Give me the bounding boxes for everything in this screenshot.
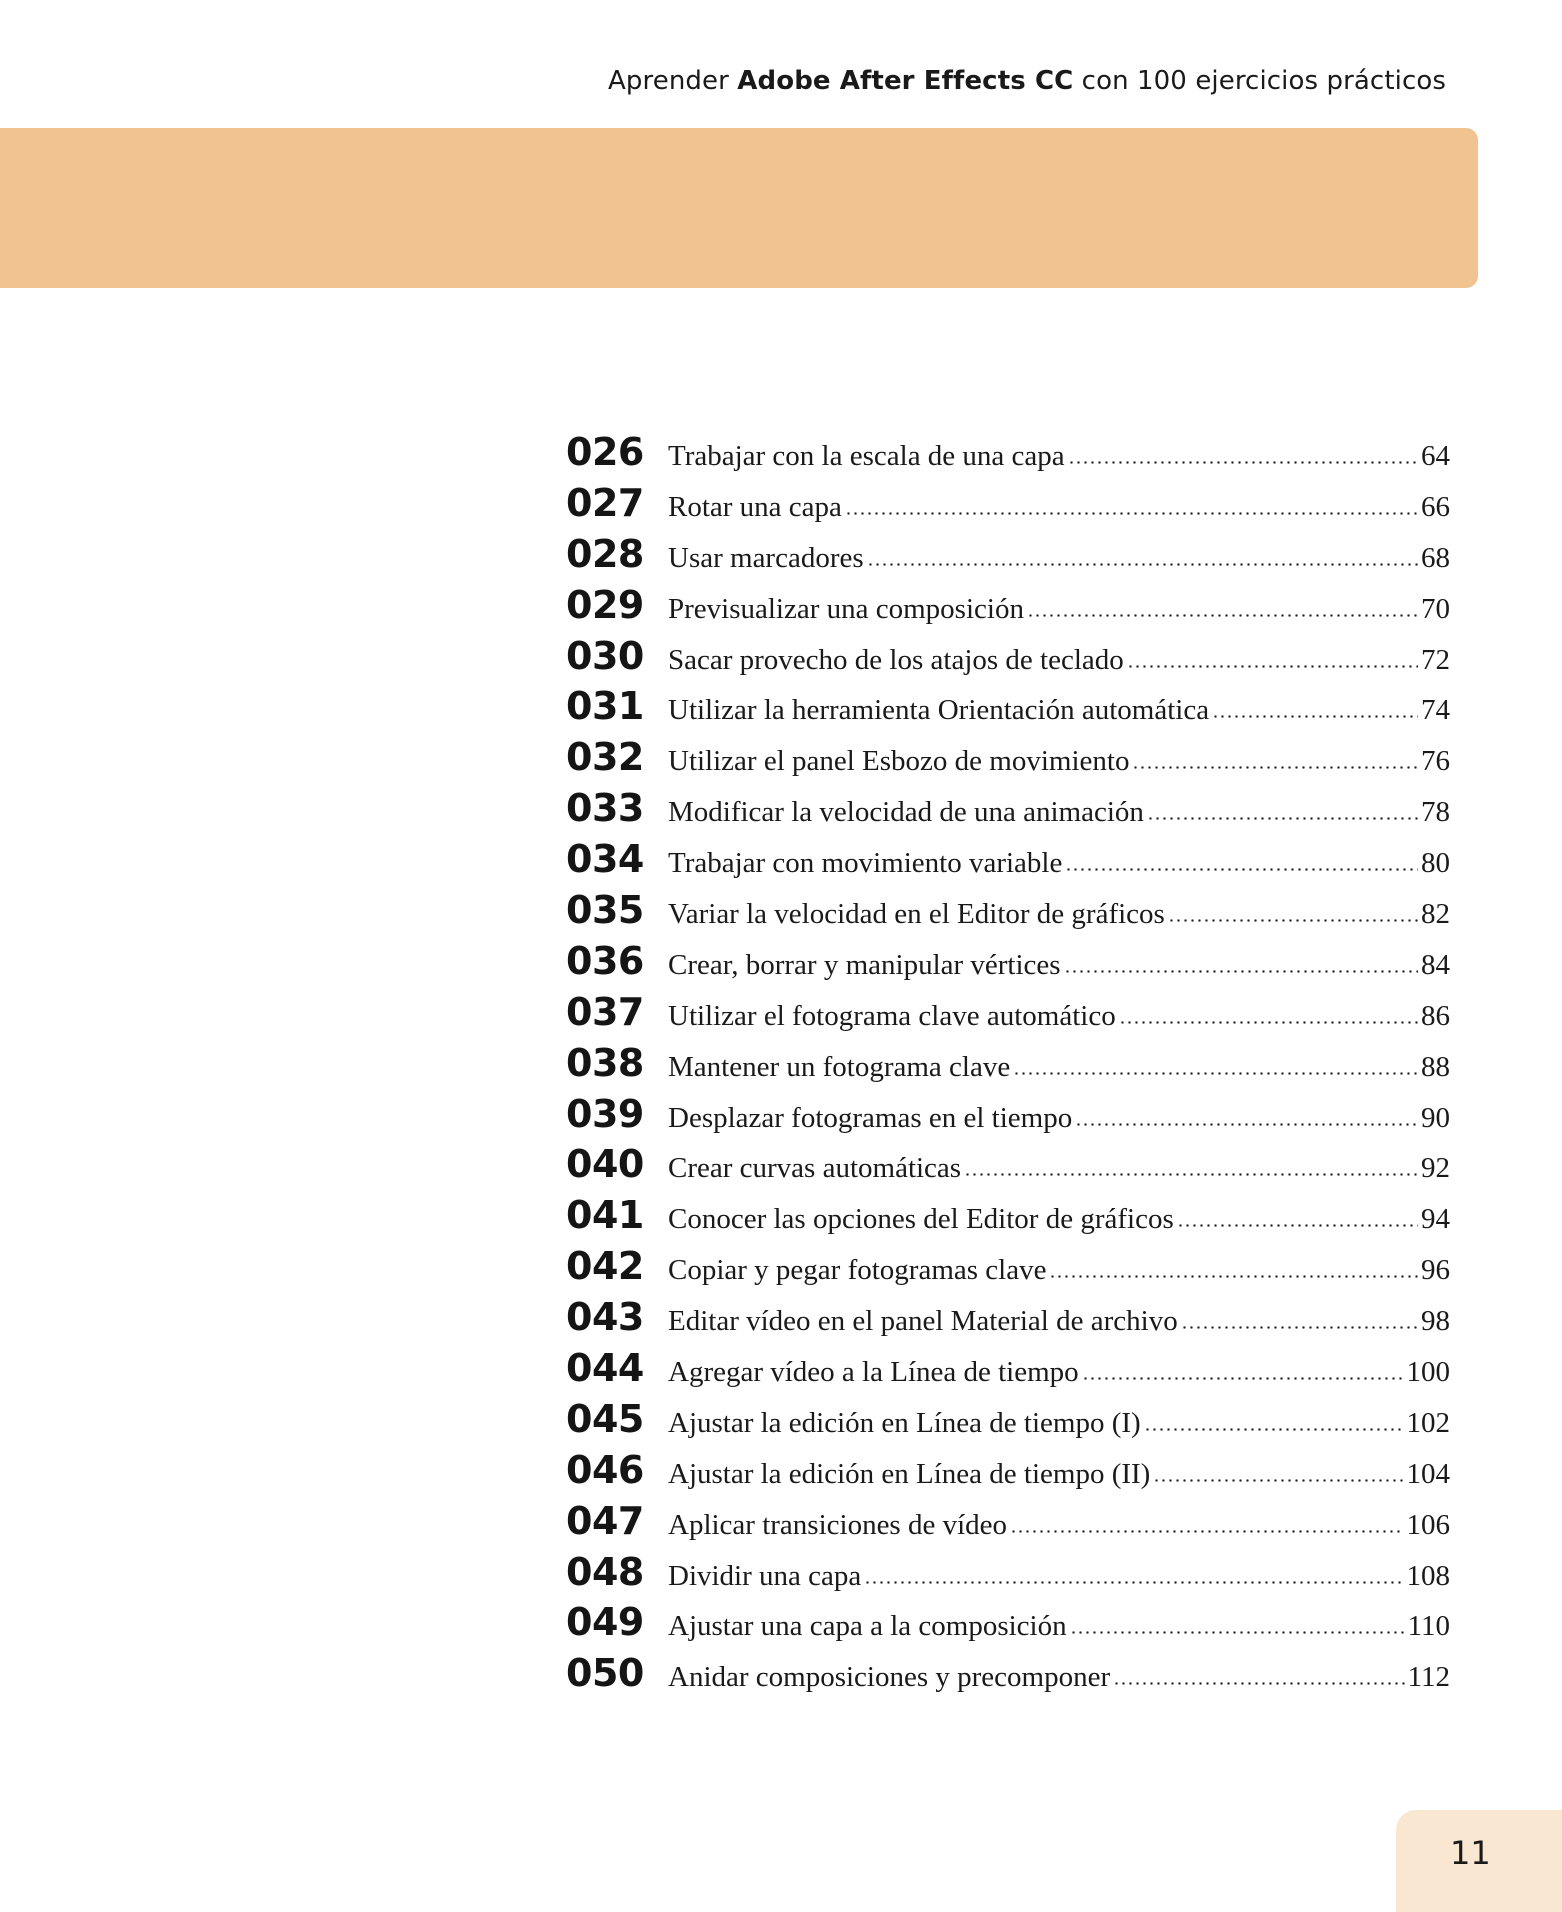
toc-entry-page: 70 [1421, 592, 1450, 625]
toc-entry [566, 1193, 1450, 1244]
toc-entry-title: Modificar la velocidad de una animación [668, 796, 1144, 829]
toc-entry-number: 044 [566, 1346, 644, 1391]
toc-entry-page: 106 [1406, 1508, 1450, 1541]
toc-entry-page: 100 [1406, 1356, 1450, 1389]
toc-dot-leader [1013, 1072, 1418, 1075]
toc-dot-leader [1177, 1224, 1418, 1227]
toc-entry [566, 1448, 1450, 1499]
toc-entry-number: 033 [566, 786, 644, 831]
toc-entry-title: Crear curvas automáticas [668, 1152, 962, 1185]
toc-entry-page: 74 [1421, 694, 1450, 727]
toc-dot-leader [1119, 1021, 1418, 1024]
toc-entry-page: 108 [1406, 1559, 1450, 1592]
toc-entry-title: Ajustar la edición en Línea de tiempo (II) [668, 1457, 1151, 1490]
header-banner [0, 128, 1478, 288]
toc-entry-title: Sacar provecho de los atajos de teclado [668, 643, 1124, 676]
toc-entry-page: 86 [1421, 999, 1450, 1032]
toc-entry [566, 1499, 1450, 1550]
toc-entry-page: 102 [1406, 1406, 1450, 1439]
toc-entry-number: 032 [566, 735, 644, 780]
toc-entry [566, 583, 1450, 634]
toc-entry [566, 1041, 1450, 1092]
toc-entry-title: Trabajar con la escala de una capa [668, 440, 1065, 472]
toc-entry-page: 64 [1421, 440, 1450, 472]
toc-entry-title: Anidar composiciones y precomponer [668, 1661, 1111, 1694]
toc-entry-page: 92 [1421, 1152, 1450, 1185]
toc-entry-page: 88 [1421, 1050, 1450, 1083]
toc-entry-number: 041 [566, 1193, 644, 1238]
toc-dot-leader [1070, 1631, 1405, 1634]
toc-entry-title: Utilizar el fotograma clave automático [668, 999, 1116, 1032]
toc-entry-title: Editar vídeo en el panel Material de archivo [668, 1305, 1178, 1338]
toc-entry [566, 1295, 1450, 1346]
toc-dot-leader [867, 563, 1418, 566]
running-header-suffix: con 100 ejercicios prácticos [1073, 66, 1446, 96]
toc-entry [566, 1244, 1450, 1295]
toc-dot-leader [1132, 766, 1418, 769]
toc-dot-leader [1065, 868, 1418, 871]
toc-entry [566, 786, 1450, 837]
toc-entry-title: Utilizar el panel Esbozo de movimiento [668, 745, 1130, 778]
toc-dot-leader [1127, 665, 1418, 668]
toc-dot-leader [1082, 1377, 1404, 1380]
toc-entry-number: 049 [566, 1600, 644, 1645]
page-number: 11 [1450, 1834, 1491, 1872]
toc-entry-title: Agregar vídeo a la Línea de tiempo [668, 1356, 1079, 1389]
toc-entry-title: Trabajar con movimiento variable [668, 847, 1063, 880]
toc-entry-title: Copiar y pegar fotogramas clave [668, 1254, 1047, 1287]
toc-entry-number: 050 [566, 1651, 644, 1696]
toc-entry-title: Aplicar transiciones de vídeo [668, 1508, 1008, 1541]
toc-entry-number: 029 [566, 582, 644, 627]
toc-entry-page: 76 [1421, 745, 1450, 778]
toc-entry-number: 027 [566, 480, 644, 525]
toc-dot-leader [1027, 614, 1418, 617]
toc-entry-number: 037 [566, 989, 644, 1034]
toc-entry-number: 040 [566, 1142, 644, 1187]
toc-dot-leader [1153, 1479, 1403, 1482]
toc-dot-leader [1212, 715, 1418, 718]
toc-entry-number: 034 [566, 837, 644, 882]
toc-entry-page: 78 [1421, 796, 1450, 829]
toc-entry-title: Crear, borrar y manipular vértices [668, 948, 1061, 981]
toc-dot-leader [845, 512, 1418, 515]
toc-entry-title: Utilizar la herramienta Orientación automática [668, 694, 1210, 727]
toc-entry-number: 036 [566, 938, 644, 983]
running-header-prefix: Aprender [608, 66, 738, 96]
toc-dot-leader [1068, 461, 1418, 464]
toc-entry-page: 90 [1421, 1101, 1450, 1134]
toc-entry-number: 047 [566, 1498, 644, 1543]
toc-entry [566, 888, 1450, 939]
toc-entry [566, 837, 1450, 888]
toc-dot-leader [1147, 817, 1418, 820]
toc-entry-number: 042 [566, 1244, 644, 1289]
toc-dot-leader [1144, 1428, 1404, 1431]
toc-dot-leader [1010, 1530, 1403, 1533]
toc-entry [566, 634, 1450, 685]
toc-entry-number: 039 [566, 1091, 644, 1136]
toc-entry-number: 043 [566, 1295, 644, 1340]
toc-dot-leader [1075, 1123, 1418, 1126]
toc-entry [566, 939, 1450, 990]
toc-dot-leader [1064, 970, 1418, 973]
toc-entry-title: Conocer las opciones del Editor de gráficos [668, 1203, 1174, 1236]
toc-entry-page: 104 [1406, 1457, 1450, 1490]
toc-entry [566, 735, 1450, 786]
toc-entry-title: Ajustar una capa a la composición [668, 1610, 1067, 1643]
toc-entry-number: 026 [566, 430, 644, 474]
toc-entry-title: Previsualizar una composición [668, 592, 1024, 625]
toc-entry-page: 68 [1421, 541, 1450, 574]
toc-entry-page: 72 [1421, 643, 1450, 676]
toc-entry-title: Desplazar fotogramas en el tiempo [668, 1101, 1073, 1134]
toc-entry-number: 045 [566, 1396, 644, 1441]
running-header [608, 66, 1446, 96]
toc-entry-page: 98 [1421, 1305, 1450, 1338]
toc-entry-number: 048 [566, 1549, 644, 1594]
toc-entry [566, 481, 1450, 532]
toc-entry-page: 84 [1421, 948, 1450, 981]
toc-entry-number: 038 [566, 1040, 644, 1085]
toc-entry [566, 1092, 1450, 1143]
toc-dot-leader [1168, 919, 1418, 922]
toc-entry [566, 1651, 1450, 1702]
toc-dot-leader [964, 1173, 1418, 1176]
running-header-book-title: Adobe After Effects CC [737, 66, 1074, 96]
toc-dot-leader [1181, 1326, 1418, 1329]
toc-entry-number: 030 [566, 633, 644, 678]
toc-entry-page: 110 [1407, 1610, 1450, 1643]
toc-entry-title: Variar la velocidad en el Editor de gráficos [668, 898, 1165, 931]
toc-dot-leader [1113, 1682, 1404, 1685]
toc-entry-page: 82 [1421, 898, 1450, 931]
toc-entry-page: 66 [1421, 490, 1450, 523]
toc-entry [566, 1397, 1450, 1448]
toc-entry [566, 990, 1450, 1041]
toc-entry-number: 028 [566, 531, 644, 576]
toc-entry-page: 96 [1421, 1254, 1450, 1287]
table-of-contents [566, 430, 1450, 1702]
toc-entry-page: 80 [1421, 847, 1450, 880]
toc-entry-number: 035 [566, 888, 644, 933]
toc-entry [566, 1142, 1450, 1193]
toc-entry [566, 1346, 1450, 1397]
toc-entry-title: Mantener un fotograma clave [668, 1050, 1011, 1083]
toc-entry [566, 532, 1450, 583]
toc-entry-number: 031 [566, 684, 644, 729]
toc-dot-leader [864, 1581, 1403, 1584]
toc-entry-number: 046 [566, 1447, 644, 1492]
toc-entry-title: Ajustar la edición en Línea de tiempo (I) [668, 1406, 1141, 1439]
toc-entry [566, 684, 1450, 735]
toc-entry [566, 1550, 1450, 1601]
toc-entry-page: 112 [1407, 1661, 1450, 1694]
toc-dot-leader [1049, 1275, 1418, 1278]
toc-entry-title: Rotar una capa [668, 490, 842, 523]
toc-entry [566, 430, 1450, 481]
toc-entry [566, 1600, 1450, 1651]
toc-entry-title: Dividir una capa [668, 1559, 862, 1592]
toc-entry-title: Usar marcadores [668, 541, 864, 574]
toc-entry-page: 94 [1421, 1203, 1450, 1236]
